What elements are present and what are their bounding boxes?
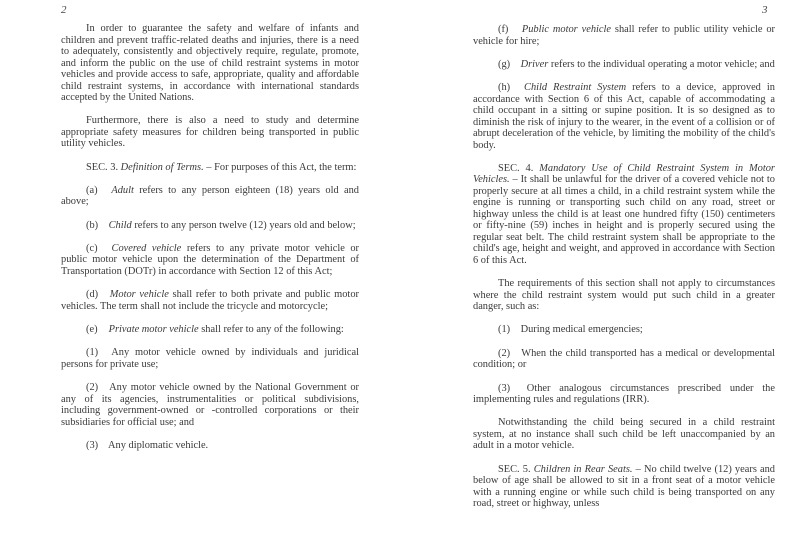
definition-term: Adult bbox=[111, 184, 134, 196]
section-text: – No child twelve (12) years and below of age shall be allowed to sit in a front seat of a motor vehicle with a running engine or while such child is being transported on any road, street or highway, unless bbox=[473, 463, 775, 510]
definition-f bbox=[473, 24, 775, 47]
definition-h bbox=[473, 82, 775, 151]
definition-term: Public motor vehicle bbox=[521, 24, 612, 35]
sub-item-text: Any diplomatic vehicle. bbox=[108, 439, 209, 451]
item-label: (2) bbox=[86, 382, 99, 394]
definition-text: shall refer to both private and public motor vehicles. The term shall not include the tricycle and motorcycle; bbox=[61, 289, 359, 312]
paragraph-purpose: In order to guarantee the safety and welfare of infants and children and prevent traffic-related deaths and injuries, there is a need to adequately, consistently and objectively require, regulate, promote, and inform the public on the use of child restraint systems in motor vehicles and provide access to safe, appropriate, quality and affordable child restraint systems, in accordance with international standards accepted by the United Nations. bbox=[61, 23, 359, 103]
exception-1 bbox=[473, 324, 775, 336]
right-page bbox=[404, 0, 809, 539]
exception-text: When the child transported has a medical or developmental condition; or bbox=[473, 347, 775, 371]
item-label: (1) bbox=[86, 347, 99, 359]
exception-text: Other analogous circumstances prescribed under the implementing rules and regulations (IRR). bbox=[473, 382, 775, 406]
definition-term: Driver bbox=[520, 58, 549, 70]
left-page bbox=[0, 0, 404, 539]
sub-item-3 bbox=[61, 440, 359, 452]
section-text: – It shall be unlawful for the driver of a covered vehicle not to properly secure at all times a child, in a child restraint system while the engine is running or transporting such child on any road, street or highway unless the child is at least one hundred fifty (150) centimeters or fifty-nine (59) inches in height and is properly secured using the regular seat belt. The child restraint system shall be appropriate to the child's age, height and weight, and approved in accordance with Section 6 of this Act. bbox=[473, 174, 775, 266]
section-5 bbox=[473, 464, 775, 510]
item-label: (3) bbox=[86, 439, 99, 451]
item-label: (f) bbox=[498, 24, 509, 35]
sub-item-text: Any motor vehicle owned by the National Government or any of its agencies, instrumentalities or political subdivisions, including government-owned or -controlled corporations or their subsidiaries for official use; and bbox=[61, 382, 359, 428]
definition-a bbox=[61, 185, 359, 208]
item-label: (2) bbox=[498, 347, 511, 359]
paragraph-furthermore: Furthermore, there is also a need to study and determine appropriate safety measures for children being transported in public utility vehicles. bbox=[61, 115, 359, 150]
section-4 bbox=[473, 163, 775, 267]
definition-term: Child Restraint System bbox=[524, 82, 627, 94]
definition-b bbox=[61, 220, 359, 232]
exception-3 bbox=[473, 383, 775, 406]
section-text: – For purposes of this Act, the term: bbox=[203, 161, 357, 173]
section-title: Children in Rear Seats. bbox=[533, 463, 633, 475]
definition-term: Child bbox=[108, 219, 132, 231]
item-label: (g) bbox=[498, 58, 511, 70]
paragraph-notwithstanding: Notwithstanding the child being secured in a child restraint system, at no instance shall such child be left unaccompanied by an adult in a motor vehicle. bbox=[473, 417, 775, 452]
definition-text: refers to any person twelve (12) years old and below; bbox=[131, 219, 356, 231]
item-label: (d) bbox=[86, 289, 99, 301]
section-label: SEC. 4. bbox=[498, 162, 534, 174]
exception-text: During medical emergencies; bbox=[520, 324, 643, 336]
sub-item-2 bbox=[61, 382, 359, 428]
definition-text: refers to the individual operating a motor vehicle; and bbox=[548, 58, 775, 70]
item-label: (3) bbox=[498, 382, 511, 394]
item-label: (1) bbox=[498, 324, 511, 336]
definition-text: shall refer to any of the following: bbox=[198, 324, 344, 336]
definition-term: Private motor vehicle bbox=[108, 324, 199, 336]
definition-text: shall refer to public utility vehicle or vehicle for hire; bbox=[473, 24, 775, 47]
section-title: Mandatory Use of Child Restraint System in Motor Vehicles. bbox=[473, 162, 775, 186]
definition-g bbox=[473, 59, 775, 71]
definition-e bbox=[61, 324, 359, 336]
item-label: (b) bbox=[86, 219, 99, 231]
definition-text: refers to any person eighteen (18) years old and above; bbox=[61, 184, 359, 208]
section-title: Definition of Terms. bbox=[120, 161, 204, 173]
page-number: 2 bbox=[61, 4, 67, 16]
exception-2 bbox=[473, 348, 775, 371]
exceptions-intro: The requirements of this section shall not apply to circumstances where the child restraint system would put such child in a greater danger, such as: bbox=[473, 278, 775, 313]
item-label: (a) bbox=[86, 184, 98, 196]
definition-term: Motor vehicle bbox=[109, 289, 169, 301]
definition-d bbox=[61, 289, 359, 312]
definition-term: Covered vehicle bbox=[111, 242, 182, 254]
definition-text: refers to any private motor vehicle or public motor vehicle upon the determination of the Department of Transportation (DOTr) in accordance with Section 12 of this Act; bbox=[61, 242, 359, 277]
sub-item-1 bbox=[61, 347, 359, 370]
right-text-column bbox=[473, 24, 775, 521]
left-text-column bbox=[61, 23, 359, 463]
section-label: SEC. 5. bbox=[498, 463, 531, 475]
section-3 bbox=[61, 162, 359, 174]
definition-c bbox=[61, 243, 359, 278]
definition-text: refers to a device, approved in accordance with Section 6 of this Act, capable of accommodating a child occupant in a sitting or supine position. It is so designed as to diminish the risk of injury to the wearer, in the event of a collision or of abrupt deceleration of the vehicle, by limiting the mobility of the child's body. bbox=[473, 82, 775, 151]
section-label: SEC. 3. bbox=[86, 161, 119, 173]
item-label: (h) bbox=[498, 82, 511, 94]
sub-item-text: Any motor vehicle owned by individuals and juridical persons for private use; bbox=[61, 347, 359, 370]
item-label: (c) bbox=[86, 242, 98, 254]
item-label: (e) bbox=[86, 324, 98, 336]
page-number: 3 bbox=[762, 4, 768, 16]
